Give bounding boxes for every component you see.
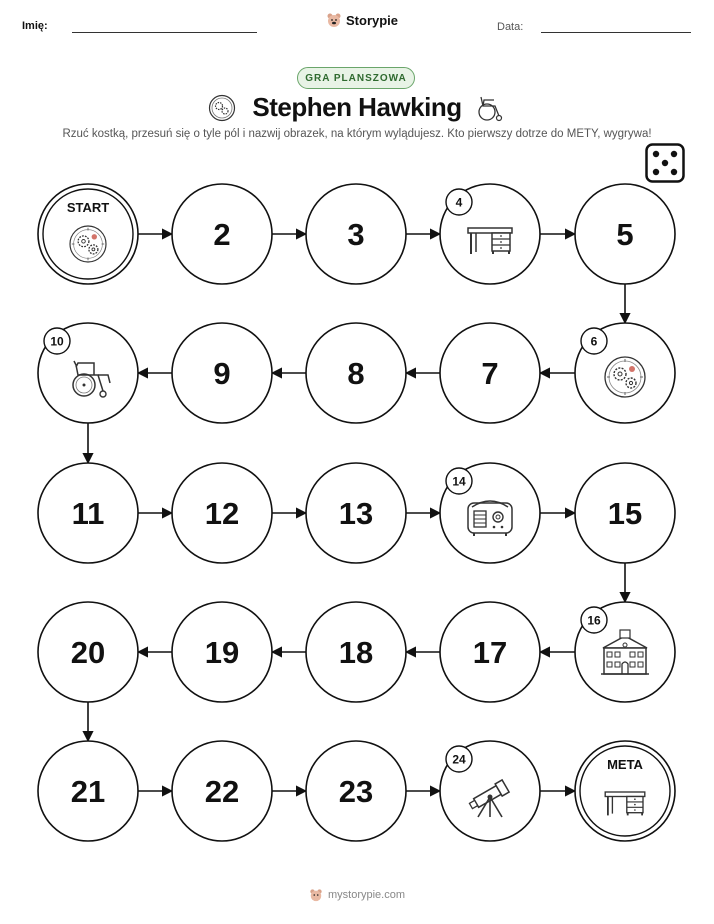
space-number-badge: 24 bbox=[452, 752, 466, 767]
board-space-13[interactable] bbox=[306, 463, 406, 563]
board-space-9[interactable] bbox=[172, 323, 272, 423]
board-space-10[interactable] bbox=[38, 323, 138, 423]
space-number: 8 bbox=[347, 356, 365, 391]
board-space-4[interactable] bbox=[440, 184, 540, 284]
footer bbox=[0, 888, 714, 902]
space-number: 22 bbox=[204, 774, 240, 809]
board-space-21[interactable] bbox=[38, 741, 138, 841]
date-label: Data: bbox=[497, 21, 524, 33]
board-space-6[interactable] bbox=[575, 323, 675, 423]
board-space-12[interactable] bbox=[172, 463, 272, 563]
footer-url[interactable]: mystorypie.com bbox=[327, 889, 406, 901]
board-space-11[interactable] bbox=[38, 463, 138, 563]
space-number: 12 bbox=[204, 496, 240, 531]
space-number: 17 bbox=[472, 635, 508, 670]
board-space-18[interactable] bbox=[306, 602, 406, 702]
space-label: START bbox=[66, 200, 110, 215]
space-number: 21 bbox=[70, 774, 106, 809]
space-number: 9 bbox=[213, 356, 231, 391]
space-number: 7 bbox=[481, 356, 499, 391]
board-space-20[interactable] bbox=[38, 602, 138, 702]
space-number-badge: 4 bbox=[455, 195, 463, 210]
space-number: 23 bbox=[338, 774, 374, 809]
board-space-22[interactable] bbox=[172, 741, 272, 841]
page-title: Stephen Hawking bbox=[252, 92, 462, 122]
space-label: META bbox=[607, 757, 643, 772]
name-label: Imię: bbox=[22, 20, 48, 32]
instructions: Rzuć kostką, przesuń się o tyle pól i nazwij obrazek, na którym wylądujesz. Kto pierwszy dotrze do METY, wygrywa! bbox=[62, 128, 652, 140]
board-space-24[interactable] bbox=[440, 741, 540, 841]
radio-icon bbox=[468, 501, 512, 536]
space-number-badge: 16 bbox=[587, 613, 601, 628]
space-number: 18 bbox=[338, 635, 374, 670]
space-number: 20 bbox=[70, 635, 106, 670]
board-space-15[interactable] bbox=[575, 463, 675, 563]
brand-name: Storypie bbox=[346, 12, 399, 28]
space-number: 5 bbox=[616, 217, 634, 252]
space-number: 2 bbox=[213, 217, 231, 252]
board-space-2[interactable] bbox=[172, 184, 272, 284]
bear-logo-small-icon bbox=[309, 888, 323, 902]
space-number: 13 bbox=[338, 496, 374, 531]
board-space-14[interactable] bbox=[440, 463, 540, 563]
space-number: 11 bbox=[71, 496, 105, 531]
space-number-badge: 10 bbox=[50, 334, 64, 349]
board-space-5[interactable] bbox=[575, 184, 675, 284]
board-space-23[interactable] bbox=[306, 741, 406, 841]
finish-space[interactable] bbox=[575, 741, 675, 841]
space-number: 3 bbox=[347, 217, 365, 252]
board-space-8[interactable] bbox=[306, 323, 406, 423]
space-number: 15 bbox=[607, 496, 643, 531]
board-space-17[interactable] bbox=[440, 602, 540, 702]
board-space-16[interactable] bbox=[575, 602, 675, 702]
board-space-19[interactable] bbox=[172, 602, 272, 702]
space-number: 19 bbox=[204, 635, 240, 670]
board-space-3[interactable] bbox=[306, 184, 406, 284]
category-badge: GRA PLANSZOWA bbox=[297, 67, 415, 89]
space-number-badge: 6 bbox=[590, 334, 598, 349]
board-space-7[interactable] bbox=[440, 323, 540, 423]
space-number-badge: 14 bbox=[452, 474, 466, 489]
start-space[interactable] bbox=[38, 184, 138, 284]
